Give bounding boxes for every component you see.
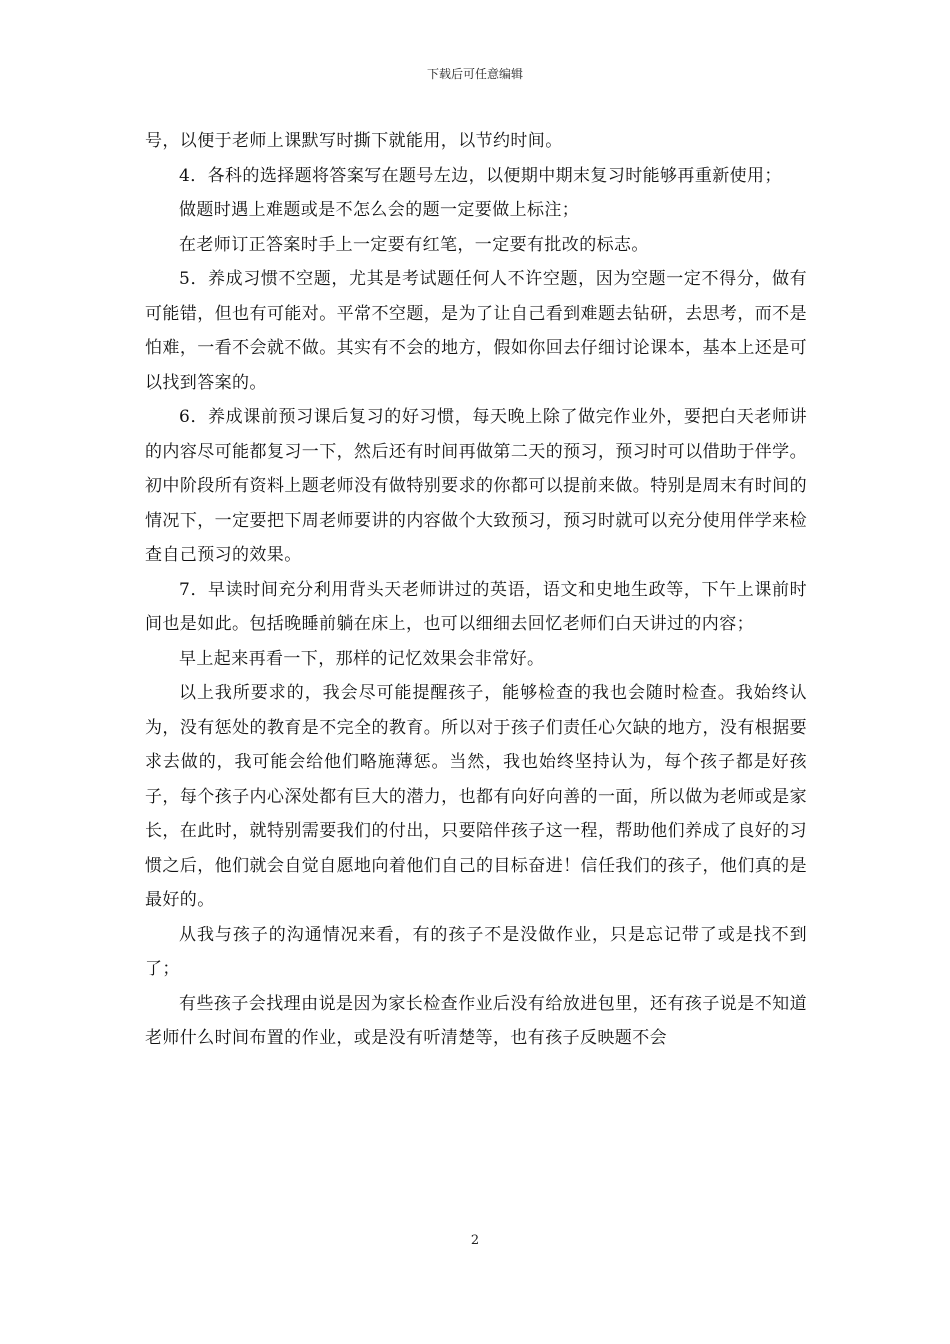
document-body	[145, 124, 807, 1056]
paragraph-4: 在老师订正答案时手上一定要有红笔，一定要有批改的标志。	[179, 234, 649, 255]
paragraph-2: 4．各科的选择题将答案写在题号左边，以便期中期末复习时能够再重新使用；	[179, 165, 782, 186]
page-header: 下载后可任意编辑	[426, 67, 523, 81]
paragraph-8: 早上起来再看一下，那样的记忆效果会非常好。	[179, 648, 545, 669]
page-number: 2	[470, 1233, 480, 1248]
paragraph-3: 做题时遇上难题或是不怎么会的题一定要做上标注；	[179, 200, 580, 220]
paragraph-5: 5．养成习惯不空题，尤其是考试题任何人不许空题，因为空题一定不得分，做有可能错，但也有可能对。平常不空题，是为了让自己看到难题去钻研，去思考，而不是怕难，一看不会就不做。其实有不会的地方，假如你回去仔细讨论课本，基本上还是可以找到答案的。	[145, 269, 807, 393]
paragraph-10: 从我与孩子的沟通情况来看，有的孩子不是没做作业，只是忘记带了或是找不到了；	[145, 924, 807, 979]
paragraph-7: 7．早读时间充分利用背头天老师讲过的英语，语文和史地生政等，下午上课前时间也是如此。包括晚睡前躺在床上，也可以细细去回忆老师们白天讲过的内容；	[145, 579, 807, 634]
paragraph-11: 有些孩子会找理由说是因为家长检查作业后没有给放进包里，还有孩子说是不知道老师什么时间布置的作业，或是没有听清楚等，也有孩子反映题不会	[145, 993, 807, 1048]
paragraph-6: 6．养成课前预习课后复习的好习惯，每天晚上除了做完作业外，要把白天老师讲的内容尽可能都复习一下，然后还有时间再做第二天的预习，预习时可以借助于伴学。初中阶段所有资料上题老师没有做特别要求的你都可以提前来做。特别是周末有时间的情况下，一定要把下周老师要讲的内容做个大致预习，预习时就可以充分使用伴学来检查自己预习的效果。	[145, 407, 807, 565]
paragraph-9: 以上我所要求的，我会尽可能提醒孩子，能够检查的我也会随时检查。我始终认为，没有惩处的教育是不完全的教育。所以对于孩子们责任心欠缺的地方，没有根据要求去做的，我可能会给他们略施薄惩。当然，我也始终坚持认为，每个孩子都是好孩子，每个孩子内心深处都有巨大的潜力，也都有向好向善的一面，所以做为老师或是家长，在此时，就特别需要我们的付出，只要陪伴孩子这一程，帮助他们养成了良好的习惯之后，他们就会自觉自愿地向着他们自己的目标奋进！信任我们的孩子，他们真的是最好的。	[145, 683, 807, 910]
paragraph-1: 号，以便于老师上课默写时撕下就能用，以节约时间。	[145, 131, 563, 151]
